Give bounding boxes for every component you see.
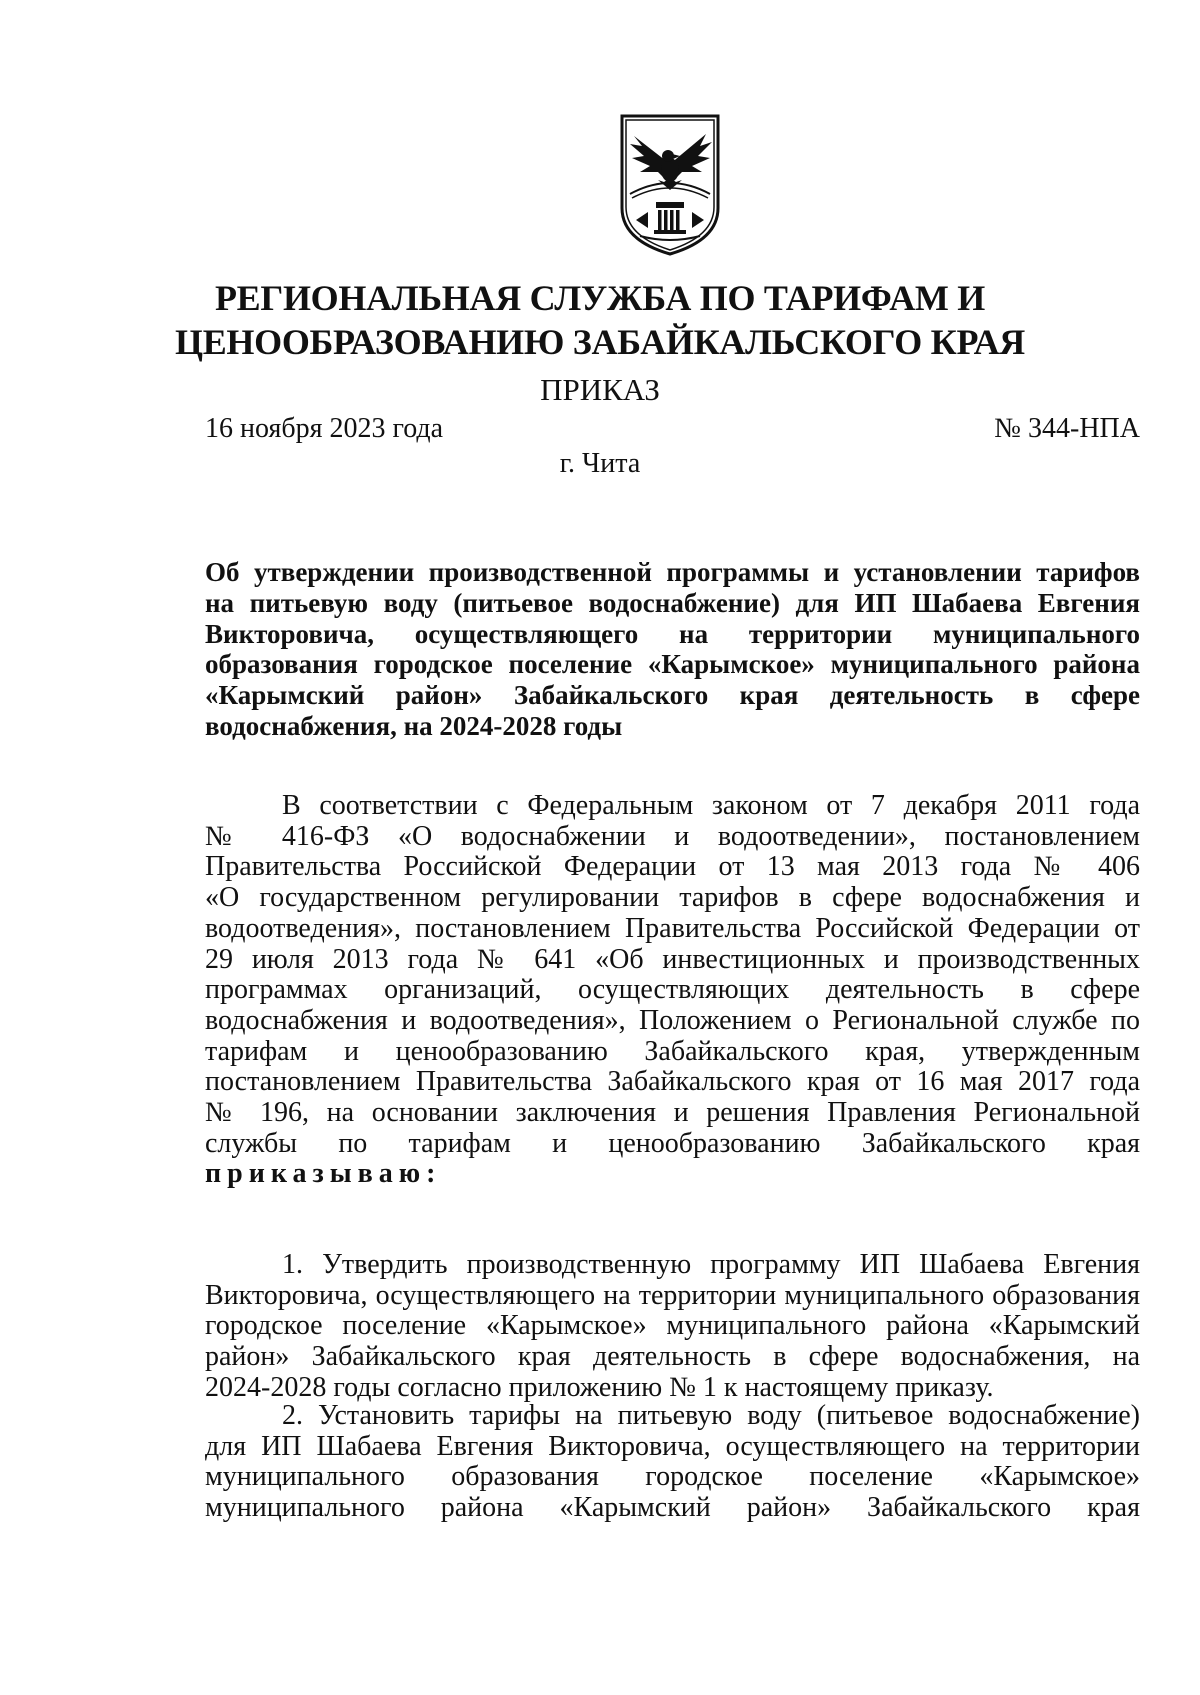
document-city: г. Чита (559, 448, 641, 479)
paragraph-line: службы по тарифам и ценообразованию Забайкальского края (205, 1127, 1140, 1159)
paragraph-line: № 196, на основании заключения и решения Правления Региональной (205, 1097, 1140, 1129)
organization-name-line1: РЕГИОНАЛЬНАЯ СЛУЖБА ПО ТАРИФАМ И (214, 278, 986, 318)
preamble-paragraph (205, 791, 1140, 1190)
paragraph-line: Правительства Российской Федерации от 13 мая 2013 года № 406 (205, 851, 1140, 883)
paragraph-line: 29 июля 2013 года № 641 «Об инвестиционных и производственных (205, 943, 1140, 975)
title-line: водоснабжения, на 2024-2028 годы (205, 710, 623, 741)
title-line: «Карымский район» Забайкальского края деятельность в сфере (205, 680, 1140, 711)
order-command: приказываю: (205, 1158, 442, 1190)
document-type: ПРИКАЗ (540, 372, 660, 407)
title-line: образования городское поселение «Карымское» муниципального района (205, 649, 1140, 680)
paragraph-line: постановлением Правительства Забайкальского края от 16 мая 2017 года (205, 1066, 1140, 1098)
paragraph-line: тарифам и ценообразованию Забайкальского края, утвержденным (205, 1035, 1140, 1067)
paragraph-line: 2. Установить тарифы на питьевую воду (питьевое водоснабжение) (282, 1400, 1140, 1431)
paragraph-line: муниципального района «Карымский район» Забайкальского края (205, 1492, 1140, 1524)
paragraph-line: 1. Утвердить производственную программу ИП Шабаева Евгения (282, 1249, 1140, 1280)
title-line: Об утверждении производственной программы и установлении тарифов (205, 557, 1140, 587)
paragraph-line: муниципального образования городское поселение «Карымское» (205, 1461, 1140, 1493)
order-item-2 (205, 1401, 1140, 1524)
paragraph-line: район» Забайкальского края деятельность в сфере водоснабжения, на (205, 1341, 1140, 1373)
paragraph-line: «О государственном регулировании тарифов в сфере водоснабжения и (205, 882, 1140, 914)
zabaikalsky-krai-coat-of-arms-icon (618, 112, 722, 258)
paragraph-line: Викторовича, осуществляющего на территории муниципального образования (205, 1279, 1140, 1311)
paragraph-line: для ИП Шабаева Евгения Викторовича, осуществляющего на территории (205, 1430, 1140, 1462)
paragraph-line: 2024-2028 годы согласно приложению № 1 к настоящему приказу. (205, 1371, 994, 1403)
paragraph-line: программах организаций, осуществляющих деятельность в сфере (205, 974, 1140, 1006)
paragraph-line: водоотведения», постановлением Правительства Российской Федерации от (205, 912, 1140, 944)
title-line: на питьевую воду (питьевое водоснабжение) для ИП Шабаева Евгения (205, 587, 1140, 618)
title-line: Викторовича, осуществляющего на территории муниципального (205, 618, 1140, 649)
paragraph-line: городское поселение «Карымское» муниципального района «Карымский (205, 1310, 1140, 1342)
paragraph-line: водоснабжения и водоотведения», Положением о Региональной службе по (205, 1004, 1140, 1036)
document-date: 16 ноября 2023 года (205, 413, 444, 444)
paragraph-line: В соответствии с Федеральным законом от 7 декабря 2011 года (282, 790, 1140, 821)
document-number: № 344-НПА (994, 413, 1140, 444)
order-item-1 (205, 1250, 1140, 1404)
document-title (205, 557, 1140, 742)
paragraph-line: № 416-ФЗ «О водоснабжении и водоотведении», постановлением (205, 820, 1140, 852)
organization-name-line2: ЦЕНООБРАЗОВАНИЮ ЗАБАЙКАЛЬСКОГО КРАЯ (175, 322, 1025, 362)
